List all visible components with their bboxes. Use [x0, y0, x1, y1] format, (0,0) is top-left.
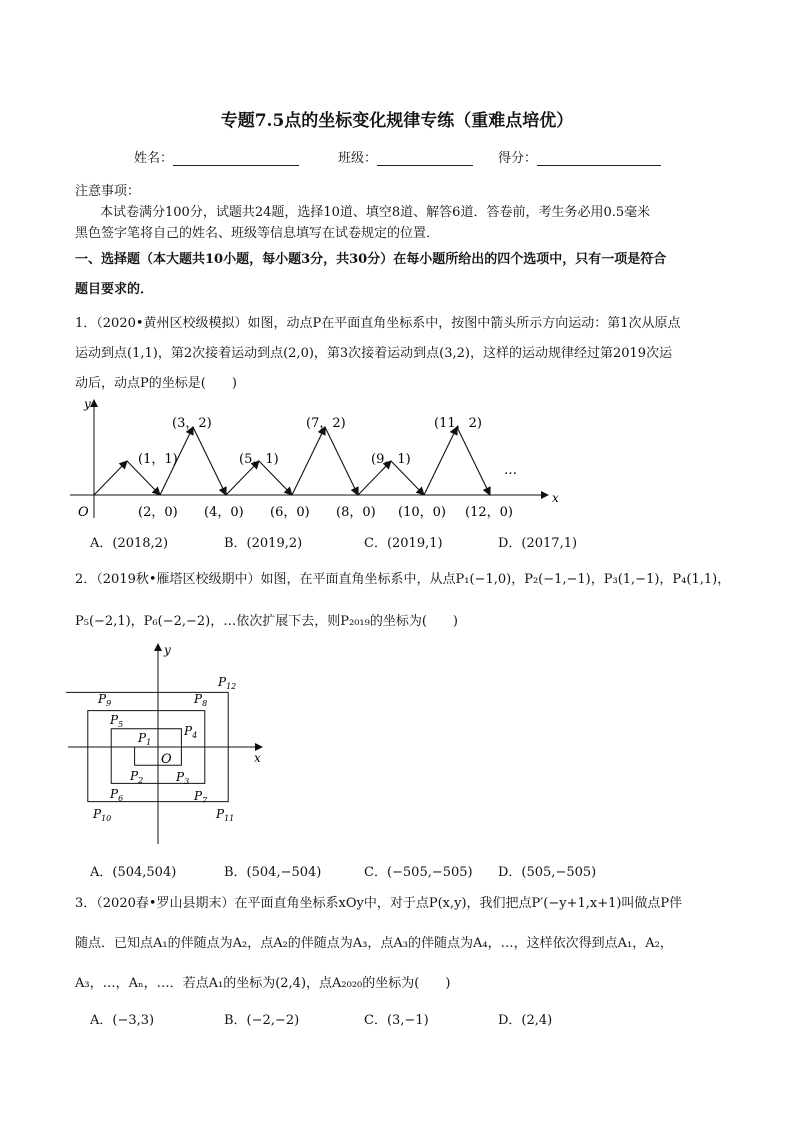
peak-label: (3，2) — [172, 416, 212, 431]
path-segment — [325, 427, 358, 495]
peak-label: (1，1) — [138, 452, 178, 467]
peak-label: (9，1) — [371, 452, 411, 467]
q3-option-b[interactable]: B．(−2,−2) — [224, 1013, 300, 1028]
ellipsis: … — [504, 463, 517, 478]
q2-line-2: P₅(−2,1)，P₆(−2,−2)，…依次扩展下去，则P₂₀₁₉的坐标为( ) — [75, 614, 458, 629]
section-heading-line-1: 一、选择题（本大题共10小题，每小题3分，共30分）在每小题所给出的四个选项中，只有一项是符合 — [75, 252, 667, 267]
point-label-p6: $P_6$ — [110, 787, 124, 803]
bottom-label: (12，0) — [465, 505, 513, 520]
q2-option-b[interactable]: B．(504,−504) — [224, 865, 322, 880]
path-segment — [292, 427, 325, 495]
name-label: 姓名： — [134, 151, 174, 166]
bottom-label: (6，0) — [270, 505, 310, 520]
q3-option-a[interactable]: A．(−3,3) — [90, 1013, 155, 1028]
point-label-p8: $P_8$ — [194, 692, 208, 708]
q3-line-2: 随点．已知点A₁的伴随点为A₂，点A₂的伴随点为A₃，点A₃的伴随点为A₄，…，这样依次得到点A₁，A₂， — [75, 936, 673, 951]
page-title: 专题7.5点的坐标变化规律专练（重难点培优） — [220, 111, 574, 131]
name-blank[interactable] — [173, 151, 299, 166]
origin-label: O — [78, 505, 89, 520]
score-blank[interactable] — [537, 151, 661, 166]
q2-option-c[interactable]: C．(−505,−505) — [364, 865, 473, 880]
q3-line-3: A₃，…，Aₙ，…．若点A₁的坐标为(2,4)，点A₂₀₂₀的坐标为( ) — [75, 976, 451, 991]
point-label-p12: $P_{12}$ — [218, 675, 237, 691]
section-heading-line-2: 题目要求的． — [75, 282, 154, 297]
path-segment — [193, 427, 226, 495]
point-label-p4: $P_4$ — [184, 724, 198, 740]
path-segment — [424, 427, 457, 495]
peak-label: (5，1) — [239, 452, 279, 467]
x-axis-label: x — [254, 751, 261, 765]
q2-option-d[interactable]: D．(505,−505) — [498, 865, 597, 880]
bottom-label: (10，0) — [398, 505, 446, 520]
q2-line-1: 2．（2019秋•雁塔区校级期中）如图，在平面直角坐标系中，从点P₁(−1,0)，P₂(−1,−1)，P₃(1,−1)，P₄(1,1)， — [75, 572, 731, 587]
peak-label: (11，2) — [434, 416, 482, 431]
score-label: 得分： — [498, 151, 538, 166]
origin-label: O — [161, 752, 172, 767]
q1-figure — [70, 392, 560, 522]
point-label-p2: $P_2$ — [130, 769, 144, 785]
q3-option-d[interactable]: D．(2,4) — [498, 1013, 553, 1028]
path-segment — [457, 427, 490, 495]
x-axis-label: x — [552, 491, 559, 505]
notice-line-1: 本试卷满分100分，试题共24题，选择10道、填空8道、解答6道．答卷前，考生务必用0.5毫米 — [100, 205, 651, 220]
q3-option-c[interactable]: C．(3,−1) — [364, 1013, 429, 1028]
path-segment — [94, 461, 127, 495]
q2-figure — [66, 640, 270, 846]
class-blank[interactable] — [377, 151, 473, 166]
q1-line-1: 1．（2020•黄州区校级模拟）如图，动点P在平面直角坐标系中，按图中箭头所示方向运动：第1次从原点 — [75, 316, 681, 331]
point-label-p5: $P_5$ — [110, 713, 124, 729]
class-label: 班级： — [338, 151, 378, 166]
q1-option-d[interactable]: D．(2017,1) — [498, 536, 578, 551]
point-label-p1: $P_1$ — [138, 731, 152, 747]
point-label-p11: $P_{11}$ — [216, 807, 235, 823]
y-axis-label: y — [84, 397, 91, 411]
score-field[interactable] — [498, 147, 661, 166]
notice-line-2: 黑色签字笔将自己的姓名、班级等信息填写在试卷规定的位置． — [75, 226, 440, 241]
point-label-p10: $P_{10}$ — [93, 807, 112, 823]
bottom-label: (8，0) — [336, 505, 376, 520]
bottom-label: (4，0) — [204, 505, 244, 520]
point-label-p7: $P_7$ — [194, 789, 208, 805]
q1-option-b[interactable]: B．(2019,2) — [224, 536, 303, 551]
q1-option-a[interactable]: A．(2018,2) — [90, 536, 169, 551]
q2-option-a[interactable]: A．(504,504) — [90, 865, 177, 880]
name-field[interactable] — [134, 147, 299, 166]
bottom-label: (2，0) — [138, 505, 178, 520]
q1-line-2: 运动到点(1,1)，第2次接着运动到点(2,0)，第3次接着运动到点(3,2)，这样的运动规律经过第2019次运 — [75, 346, 673, 361]
peak-label: (7，2) — [306, 416, 346, 431]
notice-heading: 注意事项： — [75, 184, 141, 199]
q1-option-c[interactable]: C．(2019,1) — [364, 536, 443, 551]
q1-line-3: 动后，动点P的坐标是( ) — [75, 376, 237, 391]
y-axis-label: y — [164, 643, 171, 657]
class-field[interactable] — [338, 147, 473, 166]
q3-line-1: 3．（2020春•罗山县期末）在平面直角坐标系xOy中，对于点P(x,y)，我们把点P′(−y+1,x+1)叫做点P伴 — [75, 896, 683, 911]
point-label-p9: $P_9$ — [98, 692, 112, 708]
point-label-p3: $P_3$ — [176, 770, 190, 786]
